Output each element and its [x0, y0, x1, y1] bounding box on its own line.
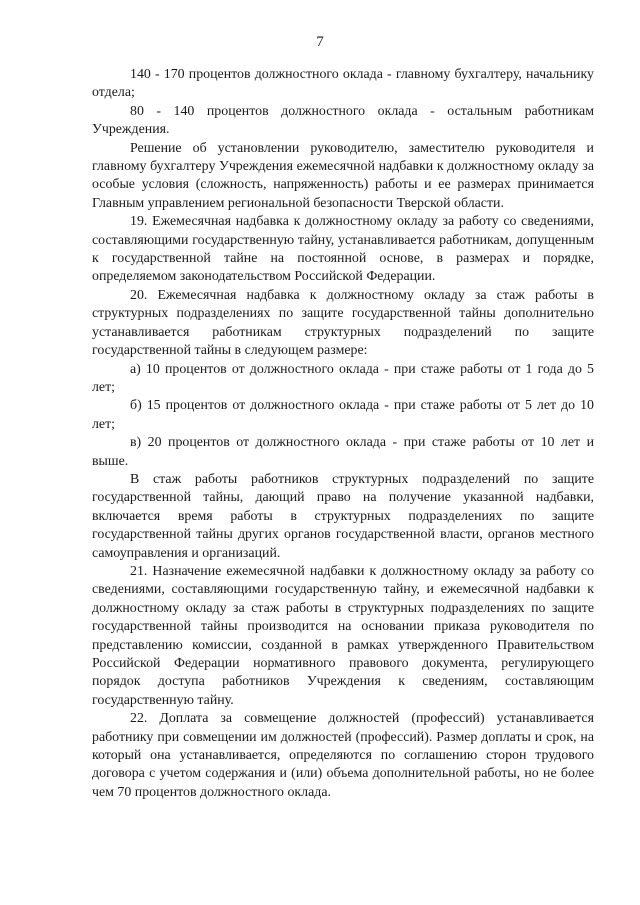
paragraph-item-20-c: в) 20 процентов от должностного оклада - при стаже работы от 10 лет и выше. — [92, 435, 594, 469]
paragraph-item-20: 20. Ежемесячная надбавка к должностному окладу за стаж работы в структурных подразделениях по защите государственной тайны дополнительно устанавливается работникам структурных подразделений по защите государственной тайны в следующем размере: — [92, 287, 594, 359]
paragraph-item-21: 21. Назначение ежемесячной надбавки к должностному окладу за работу со сведениями, составляющими государственную тайну, и ежемесячной надбавки к должностному окладу за стаж работы в структурных подразделениях по защите государственной тайны производится на основании приказа руководителя по представлению комиссии, созданной в рамках утвержденного Правительством Российской Федерации нормативного правового документа, регулирующего порядок доступа работников Учреждения к сведениям, составляющим государственную тайну. — [92, 563, 594, 708]
paragraph-item-20-b: б) 15 процентов от должностного оклада - при стаже работы от 5 лет до 10 лет; — [92, 398, 594, 432]
paragraph-other-staff-rate: 80 - 140 процентов должностного оклада - остальным работникам Учреждения. — [92, 103, 594, 138]
document-body — [92, 66, 594, 802]
paragraph-item-22: 22. Доплата за совмещение должностей (профессий) устанавливается работнику при совмещении им должностей (профессий). Размер доплаты и срок, на который она устанавливается, определяются по соглашению сторон трудового договора с учетом содержания и (или) объема дополнительной работы, но не более чем 70 процентов должностного оклада. — [92, 711, 594, 800]
paragraph-item-20-a: а) 10 процентов от должностного оклада - при стаже работы от 1 года до 5 лет; — [92, 361, 594, 395]
paragraph-service-length: В стаж работы работников структурных подразделений по защите государственной тайны, дающий право на получение указанной надбавки, включается время работы в структурных подразделениях по защите государственной тайны других органов государственной власти, органов местного самоуправления и организаций. — [92, 471, 594, 561]
paragraph-item-19: 19. Ежемесячная надбавка к должностному окладу за работу со сведениями, составляющими государственную тайну, устанавливается работникам, допущенным к государственной тайне на постоянной основе, в размерах и порядке, определяемом законодательством Российской Федерации. — [92, 214, 594, 285]
paragraph-chief-accountant-rate: 140 - 170 процентов должностного оклада - главному бухгалтеру, начальнику отдела; — [92, 67, 594, 101]
paragraph-management-allowance-decision: Решение об установлении руководителю, заместителю руководителя и главному бухгалтеру Учреждения ежемесячной надбавки к должностному окладу за особые условия (сложность, напряженность) работы и ее размерах принимается Главным управлением региональной безопасности Тверской области. — [92, 140, 594, 211]
page-number: 7 — [316, 34, 324, 50]
